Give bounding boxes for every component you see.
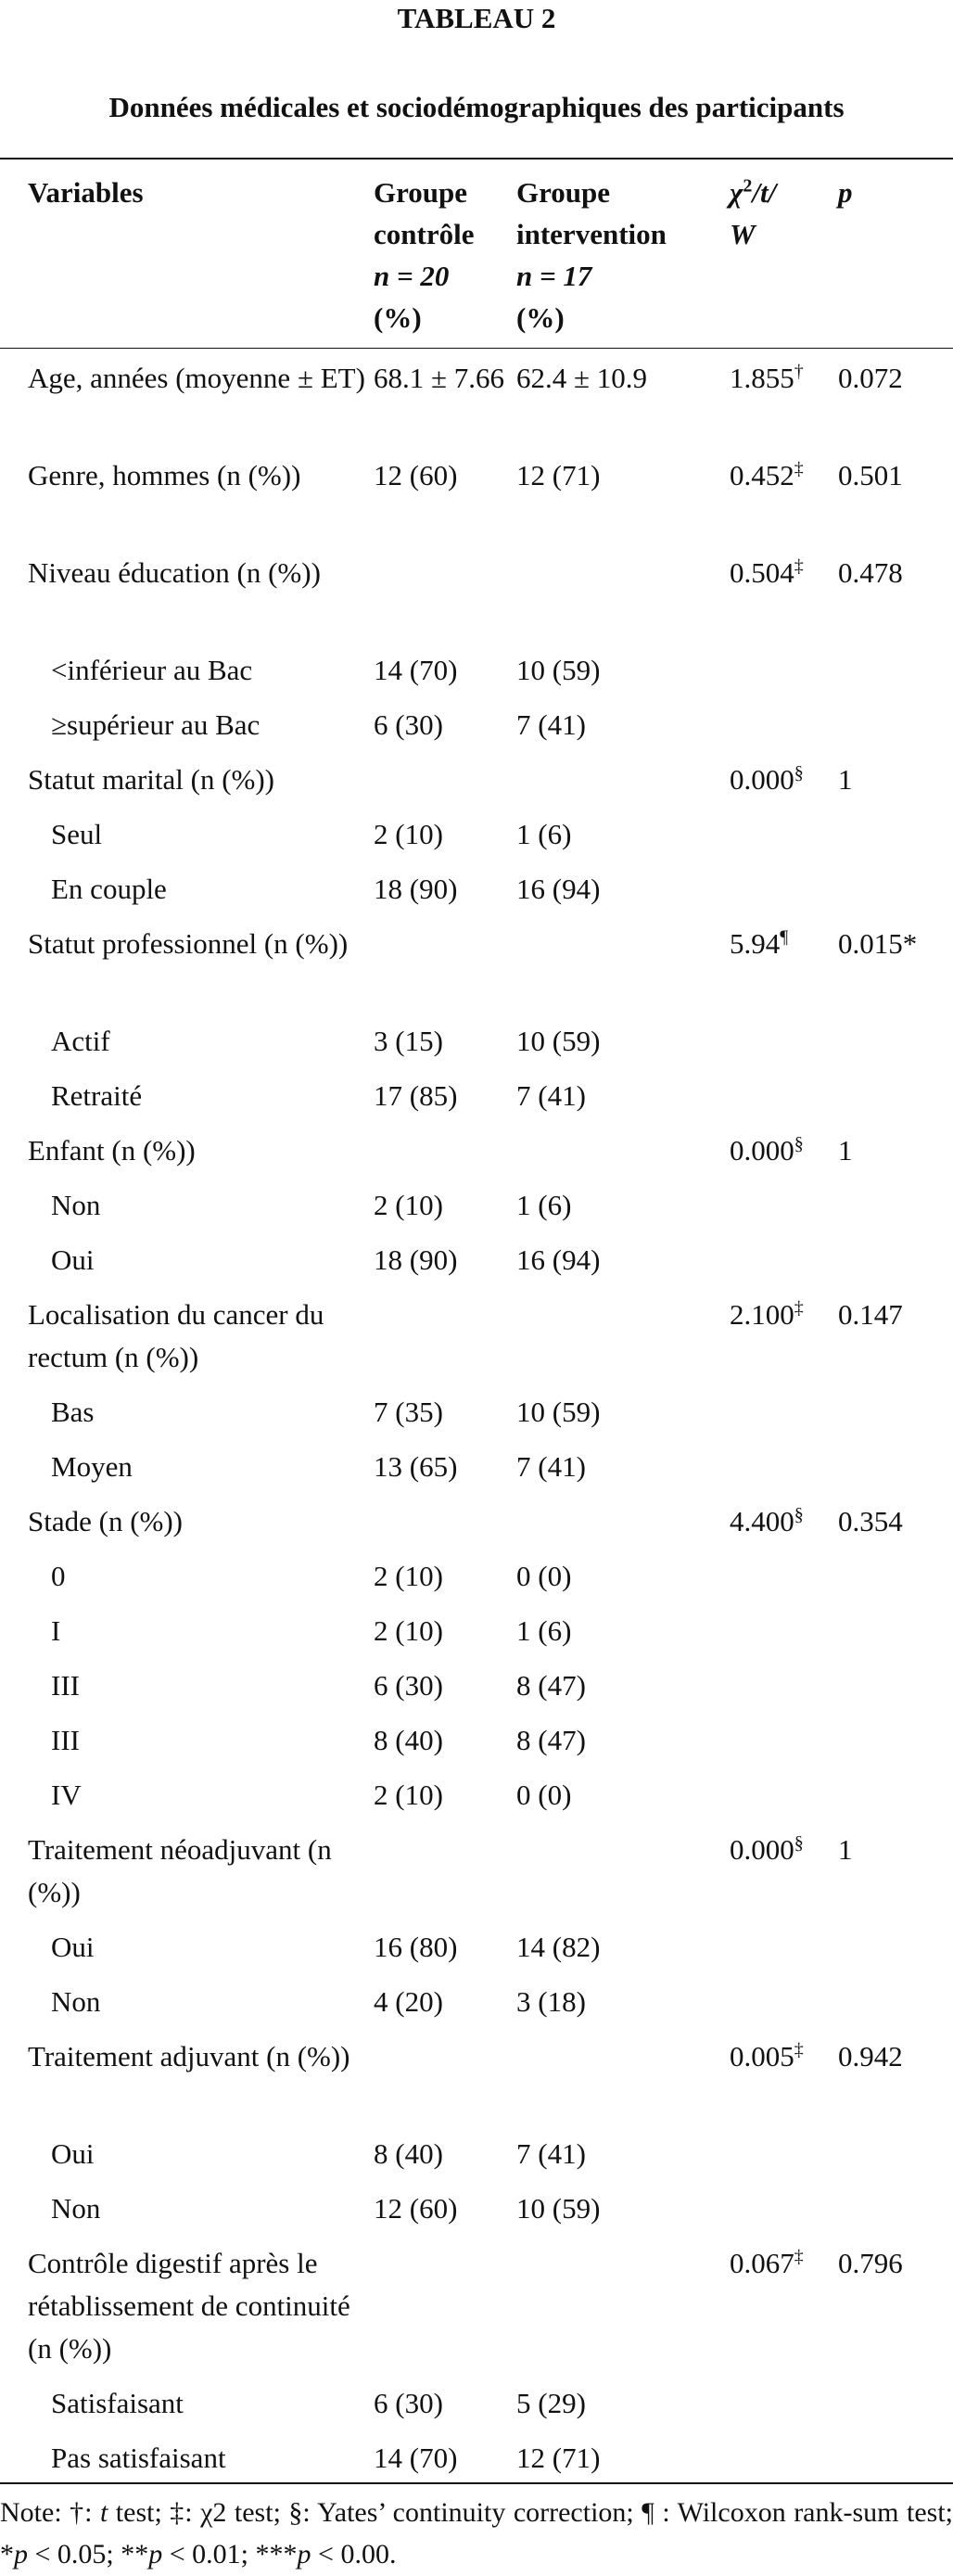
- row-label: Contrôle digestif après le rétablissement de continuité (n (%)): [28, 2247, 350, 2365]
- cell-statistic: [730, 1829, 833, 1871]
- cell-p-value: 0.015*: [838, 927, 918, 960]
- row-label: III: [51, 1669, 80, 1702]
- cell-statistic: [730, 552, 833, 594]
- row-label: Niveau éducation (n (%)): [28, 556, 321, 589]
- cell-control: 12 (60): [374, 459, 458, 491]
- cell-statistic: [730, 1500, 833, 1543]
- cell-p-value: 1: [838, 1833, 853, 1866]
- note-p: p: [297, 2539, 311, 2570]
- cell-control: 6 (30): [374, 1669, 443, 1702]
- cell-statistic: [730, 454, 833, 497]
- cell-statistic: [730, 923, 833, 965]
- row-label: Statut marital (n (%)): [28, 763, 274, 796]
- cell-control: 8 (40): [374, 1724, 443, 1756]
- bottom-rule: [0, 2482, 953, 2484]
- row-label: Stade (n (%)): [28, 1505, 183, 1537]
- cell-control: 14 (70): [374, 654, 458, 686]
- note-p: p: [14, 2539, 28, 2570]
- cell-p-value: 1: [838, 763, 853, 796]
- header-variables: Variables: [28, 176, 144, 209]
- row-label: Traitement néoadjuvant (n (%)): [28, 1833, 332, 1908]
- row-label: <inférieur au Bac: [51, 654, 253, 686]
- test-mark: §: [794, 762, 804, 784]
- cell-control: 2 (10): [374, 818, 443, 850]
- table-row: [0, 1719, 953, 1762]
- cell-intervention: 14 (82): [516, 1931, 601, 1963]
- note-p: p: [148, 2539, 163, 2570]
- row-label: En couple: [51, 873, 167, 905]
- table-row: [0, 357, 953, 442]
- row-label: Traitement adjuvant (n (%)): [28, 2040, 350, 2072]
- cell-intervention: 62.4 ± 10.9: [516, 362, 648, 394]
- cell-statistic: [730, 1129, 833, 1172]
- row-label: Non: [51, 1985, 101, 2018]
- statistic-value: 2.100: [730, 1298, 794, 1331]
- test-mark: ‡: [794, 555, 804, 577]
- table-row: [0, 1294, 953, 1379]
- note-lead: Note: †:: [0, 2497, 100, 2528]
- statistic-value: 0.000: [730, 1134, 794, 1167]
- header-intervention-n: n = 17: [516, 260, 592, 292]
- statistic-value: 1.855: [730, 362, 794, 394]
- table-row: [0, 2437, 953, 2480]
- row-label: Satisfaisant: [51, 2387, 184, 2419]
- cell-intervention: 0 (0): [516, 1779, 572, 1811]
- row-label: Oui: [51, 1243, 95, 1276]
- statistic-value: 0.067: [730, 2247, 794, 2279]
- table-subtitle: Données médicales et sociodémographiques des participants: [108, 91, 845, 123]
- statistic-value: 0.504: [730, 556, 794, 589]
- cell-intervention: 16 (94): [516, 1243, 601, 1276]
- row-label: Moyen: [51, 1450, 133, 1483]
- cell-control: 14 (70): [374, 2442, 458, 2474]
- cell-intervention: 10 (59): [516, 2192, 601, 2225]
- row-label: Pas satisfaisant: [51, 2442, 226, 2474]
- statistic-value: 0.452: [730, 459, 794, 491]
- note-part: < 0.05; **: [28, 2539, 149, 2570]
- test-mark: ¶: [780, 926, 789, 948]
- table-row: [0, 868, 953, 911]
- cell-control: 7 (35): [374, 1396, 443, 1428]
- header-rule: [0, 348, 953, 349]
- table-row: [0, 1829, 953, 1914]
- table-row: [0, 1129, 953, 1172]
- table-row: [0, 1446, 953, 1488]
- cell-control: 2 (10): [374, 1779, 443, 1811]
- row-label: Oui: [51, 2137, 95, 2170]
- cell-p-value: 0.942: [838, 2040, 903, 2072]
- row-label: ≥supérieur au Bac: [51, 708, 260, 741]
- table-row: [0, 454, 953, 540]
- header-w: W: [730, 218, 756, 250]
- header-control: [374, 172, 511, 338]
- cell-control: 6 (30): [374, 708, 443, 741]
- cell-intervention: 12 (71): [516, 2442, 601, 2474]
- header-intervention: [516, 172, 716, 338]
- test-mark: †: [794, 361, 804, 382]
- cell-intervention: 16 (94): [516, 873, 601, 905]
- cell-p-value: 0.147: [838, 1298, 903, 1331]
- row-label: Non: [51, 2192, 101, 2225]
- row-label: IV: [51, 1779, 82, 1811]
- table-row: [0, 1610, 953, 1652]
- cell-control: 18 (90): [374, 1243, 458, 1276]
- table-title: TABLEAU 2: [397, 2, 556, 34]
- cell-intervention: 10 (59): [516, 654, 601, 686]
- cell-intervention: 5 (29): [516, 2387, 586, 2419]
- cell-control: 16 (80): [374, 1931, 458, 1963]
- row-label: Age, années (moyenne ± ET): [28, 362, 365, 394]
- row-label: Seul: [51, 818, 103, 850]
- note-part: test; ‡: χ2 test; §: Yates’ continuity correction; ¶ : Wilcoxon rank-sum test; *: [0, 2497, 953, 2570]
- cell-statistic: [730, 357, 833, 400]
- cell-statistic: [730, 2242, 833, 2285]
- row-label: Statut professionnel (n (%)): [28, 927, 349, 960]
- header-p: p: [838, 176, 853, 209]
- statistic-value: 4.400: [730, 1505, 794, 1537]
- cell-intervention: 1 (6): [516, 818, 572, 850]
- test-mark: ‡: [794, 2039, 804, 2060]
- test-mark: §: [794, 1832, 804, 1854]
- table-row: [0, 552, 953, 637]
- table-row: [0, 923, 953, 1008]
- note-part: < 0.01; ***: [162, 2539, 298, 2570]
- table-row: [0, 2035, 953, 2121]
- row-label: III: [51, 1724, 80, 1756]
- test-mark: ‡: [794, 458, 804, 479]
- note-part: < 0.00.: [311, 2539, 397, 2570]
- table-row: [0, 649, 953, 692]
- cell-intervention: 8 (47): [516, 1669, 586, 1702]
- table-body: [0, 357, 953, 2480]
- cell-intervention: 12 (71): [516, 459, 601, 491]
- row-label: Non: [51, 1189, 101, 1221]
- row-label: Bas: [51, 1396, 95, 1428]
- cell-p-value: 0.796: [838, 2247, 903, 2279]
- header-chi: χ: [730, 176, 743, 209]
- header-chi-sup: 2: [743, 175, 753, 197]
- cell-intervention: 10 (59): [516, 1396, 601, 1428]
- table-row: [0, 1774, 953, 1817]
- cell-intervention: 7 (41): [516, 1450, 586, 1483]
- table-row: [0, 2382, 953, 2425]
- cell-intervention: 7 (41): [516, 2137, 586, 2170]
- header-control-unit: (%): [374, 301, 422, 334]
- cell-control: 2 (10): [374, 1189, 443, 1221]
- row-label: Enfant (n (%)): [28, 1134, 196, 1167]
- test-mark: ‡: [794, 2246, 804, 2267]
- table-row: [0, 1184, 953, 1227]
- row-label: Actif: [51, 1025, 110, 1057]
- header-intervention-unit: (%): [516, 301, 565, 334]
- header-control-line: Groupe: [374, 176, 468, 209]
- test-mark: §: [794, 1504, 804, 1525]
- cell-intervention: 10 (59): [516, 1025, 601, 1057]
- cell-intervention: 3 (18): [516, 1985, 586, 2018]
- statistic-value: 5.94: [730, 927, 781, 960]
- cell-control: 12 (60): [374, 2192, 458, 2225]
- cell-control: 3 (15): [374, 1025, 443, 1057]
- cell-intervention: 0 (0): [516, 1560, 572, 1592]
- table-note: [0, 2492, 953, 2575]
- statistic-value: 0.000: [730, 763, 794, 796]
- table-row: [0, 1664, 953, 1707]
- cell-statistic: [730, 2035, 833, 2078]
- note-t: t: [99, 2497, 108, 2528]
- table-row: [0, 813, 953, 856]
- cell-p-value: 0.478: [838, 556, 903, 589]
- cell-control: 18 (90): [374, 873, 458, 905]
- cell-intervention: 1 (6): [516, 1614, 572, 1647]
- cell-p-value: 0.501: [838, 459, 903, 491]
- row-label: Genre, hommes (n (%)): [28, 459, 301, 491]
- cell-intervention: 7 (41): [516, 1079, 586, 1112]
- statistic-value: 0.000: [730, 1833, 794, 1866]
- table-row: [0, 1239, 953, 1282]
- table-row: [0, 1981, 953, 2023]
- table-row: [0, 2242, 953, 2370]
- table-row: [0, 1926, 953, 1969]
- row-label: Retraité: [51, 1079, 143, 1112]
- cell-control: 13 (65): [374, 1450, 458, 1483]
- row-label: I: [51, 1614, 61, 1647]
- table-row: [0, 1555, 953, 1598]
- cell-intervention: 1 (6): [516, 1189, 572, 1221]
- table-row: [0, 2133, 953, 2175]
- cell-statistic: [730, 1294, 833, 1336]
- cell-control: 8 (40): [374, 2137, 443, 2170]
- top-rule: [0, 158, 953, 159]
- header-t: /t/: [752, 176, 777, 209]
- test-mark: ‡: [794, 1297, 804, 1319]
- table-row: [0, 2187, 953, 2230]
- header-control-line: contrôle: [374, 218, 475, 250]
- cell-control: 2 (10): [374, 1560, 443, 1592]
- cell-p-value: 0.072: [838, 362, 903, 394]
- header-intervention-line: Groupe: [516, 176, 611, 209]
- cell-intervention: 8 (47): [516, 1724, 586, 1756]
- table-row: [0, 1391, 953, 1434]
- table-row: [0, 1500, 953, 1543]
- statistic-value: 0.005: [730, 2040, 794, 2072]
- row-label: Oui: [51, 1931, 95, 1963]
- cell-control: 2 (10): [374, 1614, 443, 1647]
- row-label: 0: [51, 1560, 66, 1592]
- table-row: [0, 1020, 953, 1063]
- cell-intervention: 7 (41): [516, 708, 586, 741]
- row-label: Localisation du cancer du rectum (n (%)): [28, 1298, 324, 1373]
- test-mark: §: [794, 1133, 804, 1154]
- table-row: [0, 1075, 953, 1117]
- header-intervention-line: intervention: [516, 218, 667, 250]
- table-row: [0, 704, 953, 746]
- cell-control: 4 (20): [374, 1985, 443, 2018]
- cell-statistic: [730, 759, 833, 801]
- header-control-n: n = 20: [374, 260, 450, 292]
- table-row: [0, 759, 953, 801]
- cell-control: 6 (30): [374, 2387, 443, 2419]
- header-statistic: [730, 172, 833, 255]
- cell-control: 17 (85): [374, 1079, 458, 1112]
- cell-p-value: 1: [838, 1134, 853, 1167]
- cell-p-value: 0.354: [838, 1505, 903, 1537]
- cell-control: 68.1 ± 7.66: [374, 362, 505, 394]
